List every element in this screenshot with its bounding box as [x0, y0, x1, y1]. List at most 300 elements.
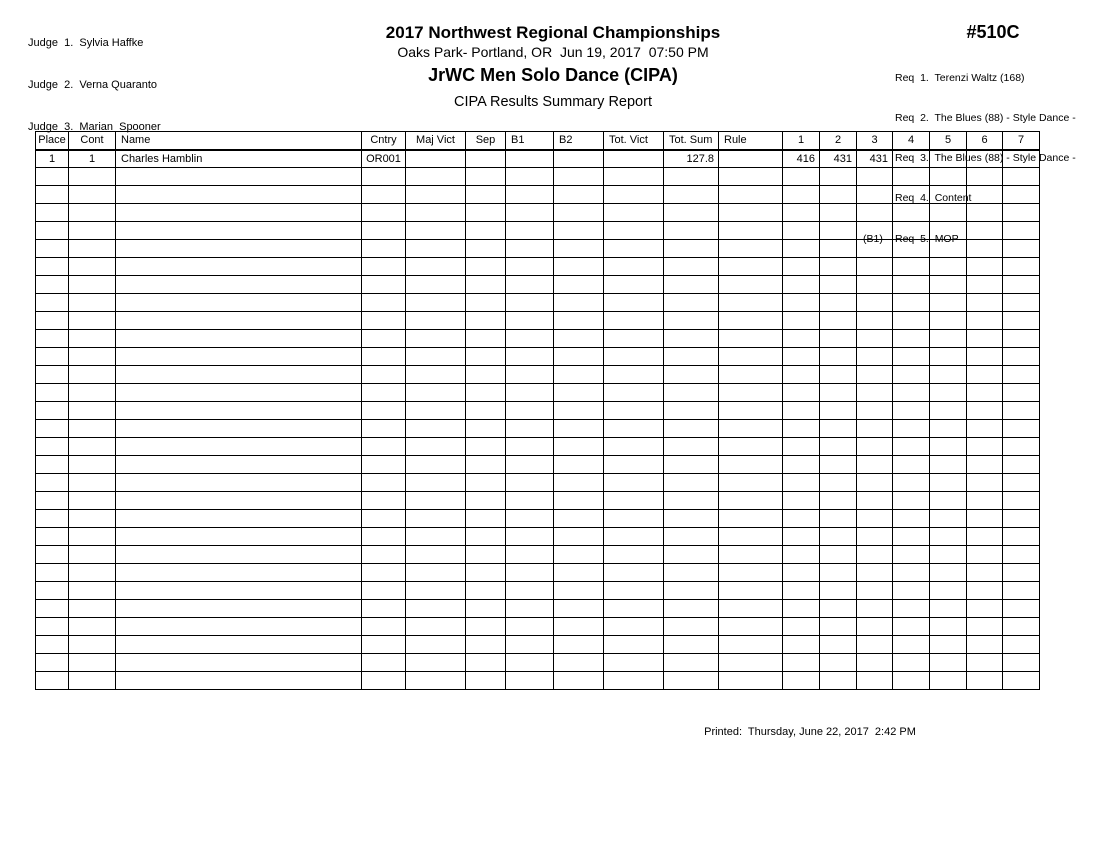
table-cell — [116, 312, 362, 330]
table-cell — [820, 474, 857, 492]
table-cell — [930, 456, 967, 474]
table-cell — [719, 672, 783, 690]
table-cell — [116, 564, 362, 582]
table-cell — [406, 150, 466, 168]
table-cell — [362, 546, 406, 564]
table-cell — [36, 294, 69, 312]
table-cell — [406, 168, 466, 186]
table-cell — [116, 276, 362, 294]
table-cell — [69, 384, 116, 402]
table-row-empty — [36, 456, 1040, 474]
table-cell — [36, 186, 69, 204]
table-cell — [664, 294, 719, 312]
table-row-empty — [36, 546, 1040, 564]
table-cell — [506, 150, 554, 168]
table-cell — [604, 564, 664, 582]
table-cell — [857, 654, 893, 672]
table-cell — [930, 330, 967, 348]
table-cell — [36, 330, 69, 348]
table-cell — [554, 582, 604, 600]
table-cell — [857, 510, 893, 528]
table-cell — [69, 672, 116, 690]
table-cell — [406, 636, 466, 654]
table-cell — [857, 474, 893, 492]
table-cell — [893, 456, 930, 474]
table-cell — [893, 420, 930, 438]
table-cell — [604, 510, 664, 528]
table-cell — [930, 402, 967, 420]
table-cell — [930, 258, 967, 276]
table-cell — [554, 186, 604, 204]
column-header-sep: Sep — [466, 132, 506, 150]
table-cell — [36, 438, 69, 456]
table-cell — [1003, 474, 1040, 492]
table-cell — [362, 276, 406, 294]
table-cell — [930, 654, 967, 672]
table-cell — [362, 240, 406, 258]
table-cell — [893, 582, 930, 600]
table-cell — [893, 384, 930, 402]
table-cell — [783, 528, 820, 546]
table-cell — [604, 528, 664, 546]
table-cell — [406, 186, 466, 204]
table-row-empty — [36, 348, 1040, 366]
table-cell — [820, 402, 857, 420]
table-cell — [783, 582, 820, 600]
table-cell — [820, 366, 857, 384]
table-cell — [857, 204, 893, 222]
table-cell — [719, 294, 783, 312]
table-cell — [664, 654, 719, 672]
table-cell — [820, 600, 857, 618]
table-cell — [69, 420, 116, 438]
table-cell — [664, 312, 719, 330]
table-cell — [406, 510, 466, 528]
table-cell — [1003, 672, 1040, 690]
table-row-empty — [36, 258, 1040, 276]
table-cell — [36, 276, 69, 294]
table-cell — [820, 204, 857, 222]
column-header-rule: Rule — [719, 132, 783, 150]
table-cell — [719, 510, 783, 528]
table-cell — [406, 402, 466, 420]
table-cell — [36, 474, 69, 492]
table-cell — [719, 186, 783, 204]
table-cell — [967, 402, 1003, 420]
table-cell — [69, 330, 116, 348]
table-cell — [36, 168, 69, 186]
table-cell — [406, 546, 466, 564]
table-cell — [783, 546, 820, 564]
table-cell — [406, 672, 466, 690]
table-cell — [362, 294, 406, 312]
table-cell — [664, 564, 719, 582]
table-cell — [1003, 600, 1040, 618]
table-header-row — [36, 132, 1040, 150]
table-cell — [116, 456, 362, 474]
table-cell — [69, 636, 116, 654]
table-cell — [554, 474, 604, 492]
table-cell — [967, 474, 1003, 492]
table-cell — [466, 204, 506, 222]
table-cell — [36, 564, 69, 582]
table-cell — [967, 492, 1003, 510]
table-cell — [664, 276, 719, 294]
table-cell — [604, 150, 664, 168]
table-cell — [664, 186, 719, 204]
table-cell — [506, 564, 554, 582]
table-cell — [857, 294, 893, 312]
table-cell — [857, 384, 893, 402]
table-cell — [930, 474, 967, 492]
table-cell — [116, 582, 362, 600]
table-cell — [406, 294, 466, 312]
table-cell — [406, 420, 466, 438]
table-cell — [930, 312, 967, 330]
table-cell — [719, 204, 783, 222]
table-cell — [893, 168, 930, 186]
column-header-b2: B2 — [554, 132, 604, 150]
table-cell — [69, 402, 116, 420]
table-cell — [1003, 582, 1040, 600]
table-row-empty — [36, 204, 1040, 222]
table-cell — [69, 600, 116, 618]
table-row-empty — [36, 600, 1040, 618]
table-row-empty — [36, 312, 1040, 330]
table-cell — [466, 582, 506, 600]
table-cell — [857, 222, 893, 240]
table-cell — [719, 384, 783, 402]
column-header-cntry: Cntry — [362, 132, 406, 150]
venue-date-line: Oaks Park- Portland, OR Jun 19, 2017 07:50 PM — [397, 44, 709, 60]
table-cell — [604, 636, 664, 654]
table-cell — [604, 312, 664, 330]
table-cell — [554, 312, 604, 330]
table-cell — [506, 600, 554, 618]
table-cell — [857, 420, 893, 438]
table-cell — [930, 582, 967, 600]
table-cell — [506, 420, 554, 438]
table-cell — [930, 348, 967, 366]
table-cell — [116, 492, 362, 510]
division-title: JrWC Men Solo Dance (CIPA) — [428, 65, 678, 85]
table-cell — [664, 366, 719, 384]
table-cell — [930, 636, 967, 654]
table-cell — [783, 636, 820, 654]
table-cell — [506, 438, 554, 456]
table-cell — [820, 312, 857, 330]
table-cell — [820, 510, 857, 528]
table-cell — [506, 312, 554, 330]
table-cell — [1003, 636, 1040, 654]
table-cell — [719, 240, 783, 258]
table-cell — [1003, 618, 1040, 636]
table-cell — [1003, 258, 1040, 276]
table-cell — [554, 222, 604, 240]
table-cell — [820, 168, 857, 186]
table-cell — [893, 402, 930, 420]
table-cell — [967, 186, 1003, 204]
table-cell — [857, 618, 893, 636]
table-cell — [1003, 294, 1040, 312]
table-cell — [406, 276, 466, 294]
table-cell — [506, 474, 554, 492]
table-cell — [1003, 168, 1040, 186]
table-cell — [466, 546, 506, 564]
table-cell — [783, 474, 820, 492]
table-cell — [783, 240, 820, 258]
table-cell — [362, 330, 406, 348]
table-cell — [930, 366, 967, 384]
table-cell — [362, 456, 406, 474]
table-cell — [967, 168, 1003, 186]
table-cell — [554, 168, 604, 186]
table-cell — [69, 222, 116, 240]
table-cell — [69, 528, 116, 546]
table-cell — [1003, 186, 1040, 204]
table-cell — [857, 186, 893, 204]
table-cell — [604, 618, 664, 636]
column-header-cont: Cont — [69, 132, 116, 150]
table-cell — [466, 654, 506, 672]
req-text: Req 3. The Blues (88) - Style Dance - — [895, 152, 1076, 165]
table-cell — [604, 582, 664, 600]
table-cell — [362, 222, 406, 240]
table-cell — [719, 258, 783, 276]
table-cell — [930, 222, 967, 240]
req-line-1 — [863, 72, 1076, 85]
table-cell — [36, 546, 69, 564]
table-cell — [36, 348, 69, 366]
table-cell — [967, 420, 1003, 438]
table-cell — [362, 510, 406, 528]
table-cell — [466, 186, 506, 204]
table-cell — [604, 222, 664, 240]
table-cell — [69, 186, 116, 204]
table-cell — [69, 618, 116, 636]
table-cell — [466, 564, 506, 582]
table-cell — [783, 294, 820, 312]
column-header-4: 4 — [893, 132, 930, 150]
table-cell — [930, 672, 967, 690]
table-cell — [1003, 492, 1040, 510]
req-prefix — [863, 72, 895, 85]
table-cell — [930, 384, 967, 402]
table-cell — [362, 348, 406, 366]
table-cell — [930, 528, 967, 546]
table-cell — [362, 582, 406, 600]
req-line-2 — [863, 112, 1076, 125]
table-cell — [930, 294, 967, 312]
judge-line-2: Judge 2. Verna Quaranto — [28, 79, 158, 91]
table-cell — [719, 276, 783, 294]
table-cell — [893, 618, 930, 636]
table-cell — [1003, 366, 1040, 384]
table-cell — [820, 186, 857, 204]
table-cell — [967, 150, 1003, 168]
table-cell — [36, 672, 69, 690]
table-cell — [554, 438, 604, 456]
table-cell — [116, 330, 362, 348]
table-row-empty — [36, 276, 1040, 294]
table-cell — [857, 564, 893, 582]
column-header-b1: B1 — [506, 132, 554, 150]
table-cell — [930, 420, 967, 438]
printed-timestamp: Printed: Thursday, June 22, 2017 2:42 PM — [704, 726, 916, 738]
table-cell — [967, 618, 1003, 636]
table-cell — [930, 186, 967, 204]
table-cell — [466, 492, 506, 510]
table-cell — [506, 240, 554, 258]
table-cell — [604, 186, 664, 204]
column-header-3: 3 — [857, 132, 893, 150]
table-cell — [820, 636, 857, 654]
table-cell — [69, 510, 116, 528]
table-cell — [36, 222, 69, 240]
table-cell — [857, 528, 893, 546]
table-cell: 127.8 — [664, 150, 719, 168]
table-cell — [857, 582, 893, 600]
table-row-empty — [36, 528, 1040, 546]
table-row-empty — [36, 510, 1040, 528]
column-header-name: Name — [116, 132, 362, 150]
table-row-empty — [36, 672, 1040, 690]
table-cell — [362, 636, 406, 654]
table-cell — [604, 330, 664, 348]
table-cell — [604, 474, 664, 492]
table-cell — [466, 600, 506, 618]
table-cell — [783, 222, 820, 240]
table-cell — [783, 456, 820, 474]
table-cell — [604, 672, 664, 690]
table-cell — [116, 600, 362, 618]
table-cell — [69, 456, 116, 474]
table-row-empty — [36, 618, 1040, 636]
table-cell — [466, 258, 506, 276]
table-cell — [506, 366, 554, 384]
table-cell — [36, 582, 69, 600]
table-cell — [893, 348, 930, 366]
heat-number: #510C — [966, 22, 1020, 42]
table-cell — [406, 528, 466, 546]
table-cell — [930, 204, 967, 222]
table-cell — [857, 546, 893, 564]
table-cell: 431 — [820, 150, 857, 168]
table-cell — [554, 276, 604, 294]
table-cell — [116, 168, 362, 186]
column-header-maj-vict: Maj Vict — [406, 132, 466, 150]
table-row-empty — [36, 564, 1040, 582]
table-cell — [466, 366, 506, 384]
table-cell — [69, 240, 116, 258]
table-cell — [1003, 528, 1040, 546]
table-cell — [719, 582, 783, 600]
table-cell — [406, 330, 466, 348]
table-cell — [719, 420, 783, 438]
table-cell — [820, 438, 857, 456]
table-cell — [604, 420, 664, 438]
table-cell — [820, 492, 857, 510]
table-cell — [967, 258, 1003, 276]
table-cell — [116, 618, 362, 636]
table-cell — [820, 258, 857, 276]
table-cell — [506, 654, 554, 672]
table-cell — [554, 384, 604, 402]
table-cell — [36, 528, 69, 546]
req-text: Req 4. Content — [895, 192, 972, 205]
column-header-tot-sum: Tot. Sum — [664, 132, 719, 150]
table-cell — [930, 510, 967, 528]
table-cell — [116, 348, 362, 366]
table-cell — [783, 438, 820, 456]
table-cell — [554, 150, 604, 168]
table-cell — [967, 600, 1003, 618]
column-header-7: 7 — [1003, 132, 1040, 150]
table-cell — [820, 276, 857, 294]
table-cell — [406, 222, 466, 240]
table-cell — [857, 258, 893, 276]
table-cell — [36, 636, 69, 654]
table-row-empty — [36, 420, 1040, 438]
table-cell — [506, 636, 554, 654]
table-row-data — [36, 150, 1040, 168]
table-cell — [36, 204, 69, 222]
report-title: CIPA Results Summary Report — [454, 94, 652, 110]
table-cell — [930, 438, 967, 456]
table-cell — [466, 618, 506, 636]
table-cell — [820, 222, 857, 240]
table-cell — [554, 348, 604, 366]
table-cell — [466, 330, 506, 348]
table-cell — [362, 600, 406, 618]
table-cell — [967, 348, 1003, 366]
table-cell — [930, 492, 967, 510]
req-text: Req 1. Terenzi Waltz (168) — [895, 71, 1025, 84]
table-cell — [506, 618, 554, 636]
results-table — [35, 131, 1040, 690]
table-cell — [664, 402, 719, 420]
table-cell — [719, 564, 783, 582]
table-cell — [506, 294, 554, 312]
table-cell — [554, 258, 604, 276]
table-cell — [36, 600, 69, 618]
table-cell — [362, 186, 406, 204]
req-prefix — [863, 112, 895, 125]
table-cell — [1003, 384, 1040, 402]
table-cell — [69, 654, 116, 672]
table-cell — [554, 492, 604, 510]
table-cell — [930, 240, 967, 258]
table-cell — [506, 582, 554, 600]
table-cell — [554, 528, 604, 546]
table-cell — [719, 438, 783, 456]
table-cell — [893, 276, 930, 294]
table-cell — [466, 438, 506, 456]
table-cell — [36, 366, 69, 384]
table-cell — [1003, 510, 1040, 528]
table-cell — [820, 384, 857, 402]
table-cell — [820, 420, 857, 438]
table-cell — [719, 546, 783, 564]
table-cell — [893, 312, 930, 330]
table-cell — [783, 276, 820, 294]
table-cell — [406, 366, 466, 384]
table-row-empty — [36, 186, 1040, 204]
table-cell — [820, 456, 857, 474]
table-cell — [967, 546, 1003, 564]
table-cell — [967, 366, 1003, 384]
table-cell — [893, 564, 930, 582]
